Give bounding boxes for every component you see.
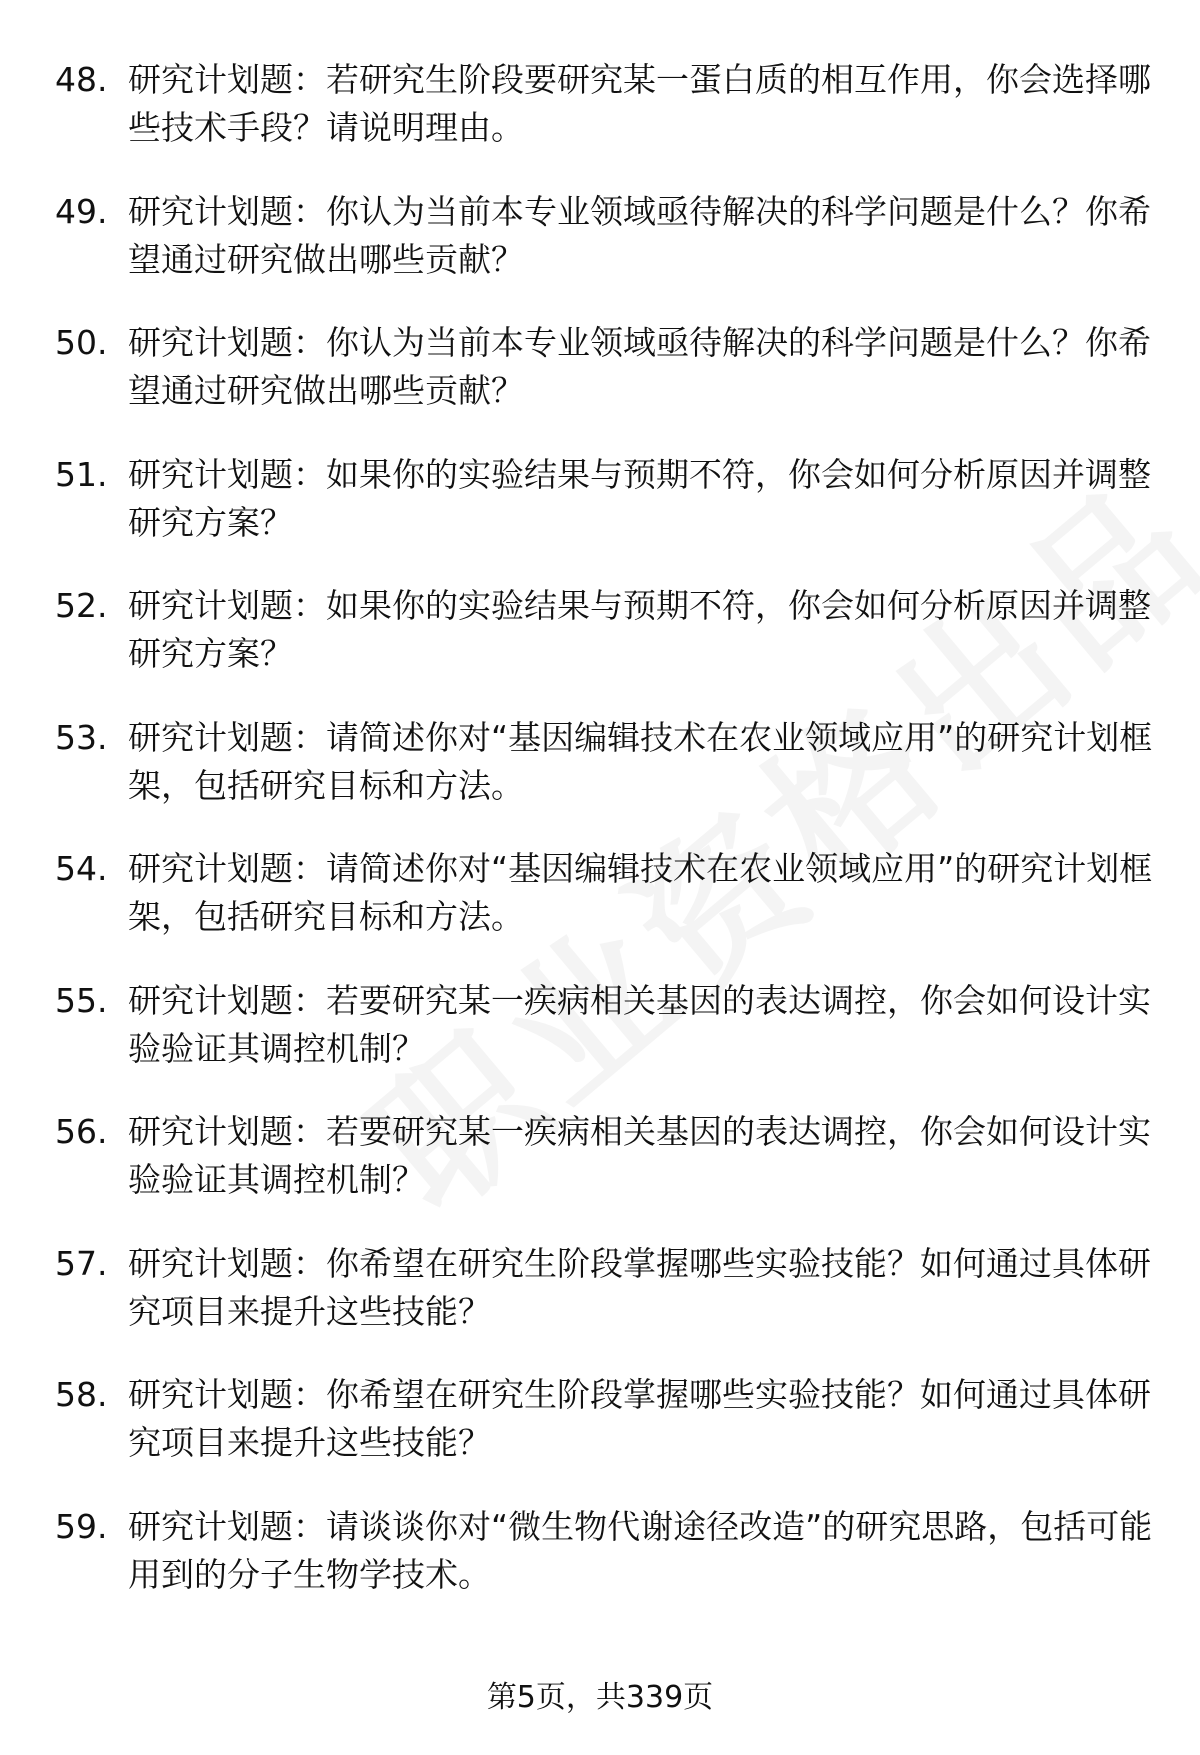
question-number: 56. [55, 1112, 108, 1151]
question-number: 53. [55, 717, 108, 757]
question-number: 48. [55, 60, 108, 99]
question-item [55, 319, 1155, 451]
page-number-label: 第5页，共339页 [486, 1680, 714, 1715]
question-number: 55. [55, 980, 108, 1020]
page-footer [0, 1678, 1200, 1718]
question-number: 49. [55, 191, 108, 231]
question-item [55, 56, 1155, 188]
question-item [55, 188, 1155, 320]
question-item [55, 451, 1155, 583]
question-list [55, 56, 1155, 1634]
question-item [55, 1240, 1155, 1372]
question-item [55, 1371, 1155, 1503]
question-text: 研究计划题：你希望在研究生阶段掌握哪些实验技能？如何通过具体研究项目来提升这些技能？ [128, 1375, 1151, 1462]
question-number: 52. [55, 586, 108, 625]
question-text: 研究计划题：你认为当前本专业领域亟待解决的科学问题是什么？你希望通过研究做出哪些贡献？ [128, 191, 1151, 279]
question-item [55, 714, 1155, 846]
question-text: 研究计划题：请简述你对“基因编辑技术在农业领域应用”的研究计划框架，包括研究目标和方法。 [128, 717, 1153, 805]
question-text: 研究计划题：如果你的实验结果与预期不符，你会如何分析原因并调整研究方案？ [128, 454, 1151, 542]
question-item [55, 582, 1155, 714]
question-text: 研究计划题：若要研究某一疾病相关基因的表达调控，你会如何设计实验验证其调控机制？ [128, 980, 1151, 1068]
question-item [55, 1108, 1155, 1240]
question-item [55, 1503, 1155, 1635]
question-number: 58. [55, 1375, 108, 1414]
question-number: 59. [55, 1506, 108, 1546]
question-text: 研究计划题：如果你的实验结果与预期不符，你会如何分析原因并调整研究方案？ [128, 586, 1151, 673]
question-number: 57. [55, 1243, 108, 1283]
question-item [55, 845, 1155, 977]
question-number: 50. [55, 323, 108, 362]
question-text: 研究计划题：若要研究某一疾病相关基因的表达调控，你会如何设计实验验证其调控机制？ [128, 1112, 1151, 1199]
question-number: 54. [55, 849, 108, 888]
question-number: 51. [55, 454, 108, 494]
question-text: 研究计划题：你认为当前本专业领域亟待解决的科学问题是什么？你希望通过研究做出哪些贡献？ [128, 323, 1151, 410]
question-text: 研究计划题：请谈谈你对“微生物代谢途径改造”的研究思路，包括可能用到的分子生物学技术。 [128, 1506, 1153, 1594]
question-text: 研究计划题：你希望在研究生阶段掌握哪些实验技能？如何通过具体研究项目来提升这些技能？ [128, 1243, 1151, 1331]
question-item [55, 977, 1155, 1109]
question-text: 研究计划题：若研究生阶段要研究某一蛋白质的相互作用，你会选择哪些技术手段？请说明理由。 [128, 60, 1151, 147]
question-text: 研究计划题：请简述你对“基因编辑技术在农业领域应用”的研究计划框架，包括研究目标和方法。 [128, 849, 1153, 936]
